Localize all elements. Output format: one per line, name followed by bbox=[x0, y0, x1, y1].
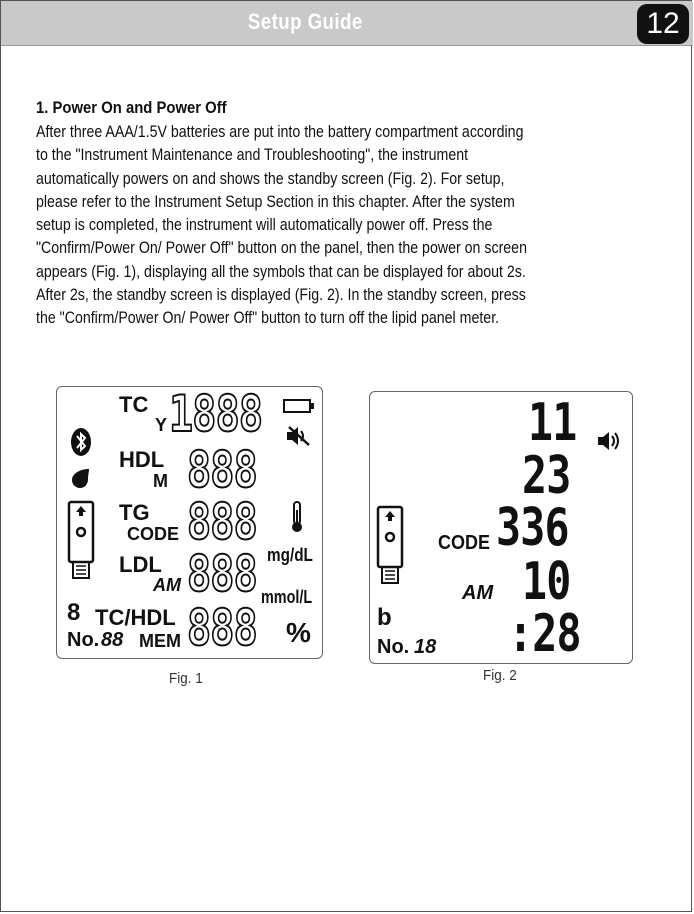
fig2-time-value: :28 bbox=[508, 604, 581, 664]
page-header bbox=[1, 1, 693, 46]
fig1-ldl-label: LDL bbox=[119, 552, 162, 577]
fig1-percent: % bbox=[286, 617, 311, 648]
fig2-code-label: CODE bbox=[438, 532, 491, 554]
lcd-fig1 bbox=[56, 386, 323, 659]
fig2-row2-value: 23 bbox=[522, 446, 571, 506]
fig1-m-label: M bbox=[153, 471, 168, 491]
fig1-hdl-value: 888 bbox=[187, 441, 257, 499]
fig1-unit-mgdl: mg/dL bbox=[267, 545, 313, 565]
fig1-tg-value: 888 bbox=[187, 493, 257, 551]
fig1-mem-label: MEM bbox=[139, 631, 181, 651]
fig1-digit: 8 bbox=[67, 599, 81, 626]
fig1-caption: Fig. 1 bbox=[169, 670, 203, 687]
lcd-fig2 bbox=[369, 391, 633, 664]
fig2-am-label: AM bbox=[462, 582, 494, 604]
speaker-icon bbox=[596, 430, 622, 452]
page-number-badge: 12 bbox=[637, 4, 689, 44]
fig2-code-value: 336 bbox=[496, 498, 569, 558]
fig1-unit-mmol: mmol/L bbox=[261, 587, 313, 607]
fig1-ldl-value: 888 bbox=[187, 545, 257, 603]
blood-drop-icon bbox=[69, 467, 91, 489]
fig1-code-label: CODE bbox=[127, 524, 180, 544]
test-strip-icon bbox=[376, 505, 404, 585]
fig1-tg-label: TG bbox=[119, 500, 150, 525]
fig2-caption: Fig. 2 bbox=[483, 667, 517, 684]
fig1-no-value: 88 bbox=[101, 629, 124, 651]
fig2-row1-value: 11 bbox=[528, 393, 577, 453]
fig1-y-label: Y bbox=[155, 415, 168, 435]
fig1-ratio-value: 888 bbox=[187, 599, 257, 657]
fig1-tchdl-label: TC/HDL bbox=[95, 605, 176, 630]
test-strip-icon bbox=[67, 500, 95, 580]
fig2-digit: b bbox=[377, 604, 392, 631]
fig1-hdl-label: HDL bbox=[119, 447, 165, 472]
fig2-am-value: 10 bbox=[522, 552, 571, 612]
section-body: After three AAA/1.5V batteries are put into the battery compartment according to the "Instrument Maintenance and Troubleshooting", the instrument automatically powers on and shows the standby screen (Fig. 2). For setup, please refer to the Instrument Setup Section in this chapter. After the system setup is completed, the instrument will automatically power off. Press the "Confirm/Power On/ Power Off" button on the panel, then the power on screen appears (Fig. 1), displaying all the symbols that can be displayed for about 2s. After 2s, the standby screen is displayed (Fig. 2). In the standby screen, press the "Confirm/Power On/ Power Off" button to turn off the lipid panel meter. bbox=[36, 123, 527, 328]
fig1-no-label: No. bbox=[67, 629, 100, 651]
fig2-no-label: No. bbox=[377, 636, 410, 658]
fig1-tc-label: TC bbox=[119, 392, 149, 417]
fig1-tc-value: 1888 bbox=[169, 385, 263, 443]
section-title: 1. Power On and Power Off bbox=[36, 99, 227, 117]
battery-icon bbox=[283, 399, 315, 413]
bluetooth-icon bbox=[70, 427, 92, 457]
power-section bbox=[36, 97, 636, 331]
header-title: Setup Guide bbox=[247, 9, 363, 34]
fig2-no-value: 18 bbox=[414, 636, 437, 658]
mute-speaker-icon bbox=[285, 425, 311, 447]
thermometer-icon bbox=[290, 500, 304, 534]
fig1-am-label: AM bbox=[153, 575, 181, 595]
